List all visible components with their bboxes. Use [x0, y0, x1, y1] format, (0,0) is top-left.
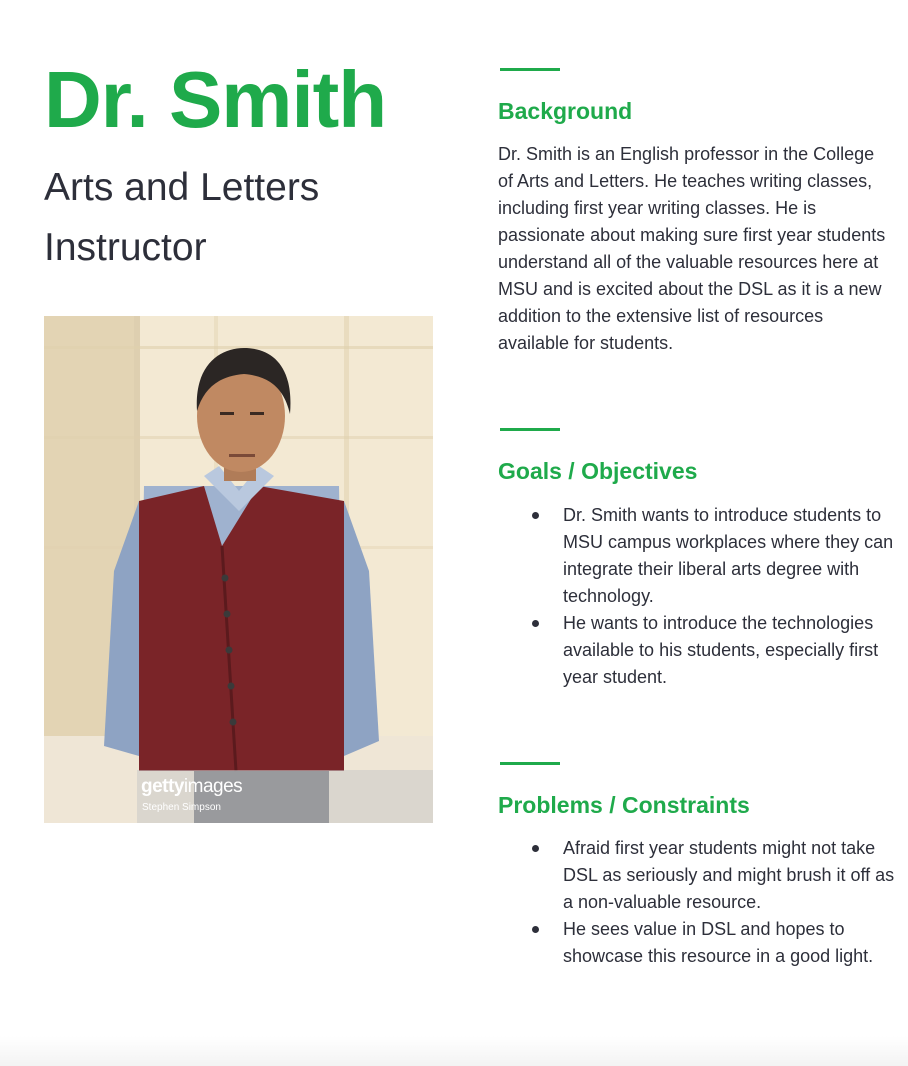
background-divider: [500, 68, 560, 71]
goals-divider: [500, 428, 560, 431]
problems-heading: Problems / Constraints: [498, 792, 750, 818]
list-item: He sees value in DSL and hopes to showcase this resource in a good light.: [530, 916, 900, 970]
list-item: Dr. Smith wants to introduce students to MSU campus workplaces where they can integrate their liberal arts degree with technology.: [530, 502, 900, 610]
page-bottom-shade: [0, 1036, 908, 1066]
background-text: Dr. Smith is an English professor in the College of Arts and Letters. He teaches writing classes, including first year writing classes. He is passionate about making sure first year students understand all of the valuable resources here at MSU and is excited about the DSL as it is a new addition to the extensive list of resources available for students.: [498, 144, 886, 353]
persona-name: Dr. Smith: [44, 55, 387, 144]
watermark-credit: Stephen Simpson: [142, 802, 221, 813]
goals-heading: Goals / Objectives: [498, 458, 698, 484]
watermark-brand: gettyimages: [141, 776, 243, 797]
persona-photo: [44, 316, 433, 823]
problems-list: [530, 835, 900, 970]
role-line-2: Instructor: [44, 226, 207, 269]
photo-watermark: [137, 770, 433, 823]
background-heading: Background: [498, 98, 633, 124]
problems-divider: [500, 762, 560, 765]
list-item: Afraid first year students might not take DSL as seriously and might brush it off as a non-valuable resource.: [530, 835, 900, 916]
persona-role: [44, 158, 404, 278]
goals-list: [530, 502, 900, 691]
list-item: He wants to introduce the technologies available to his students, especially first year student.: [530, 610, 900, 691]
role-line-1: Arts and Letters: [44, 166, 320, 209]
persona-photo-illustration: [44, 316, 433, 823]
